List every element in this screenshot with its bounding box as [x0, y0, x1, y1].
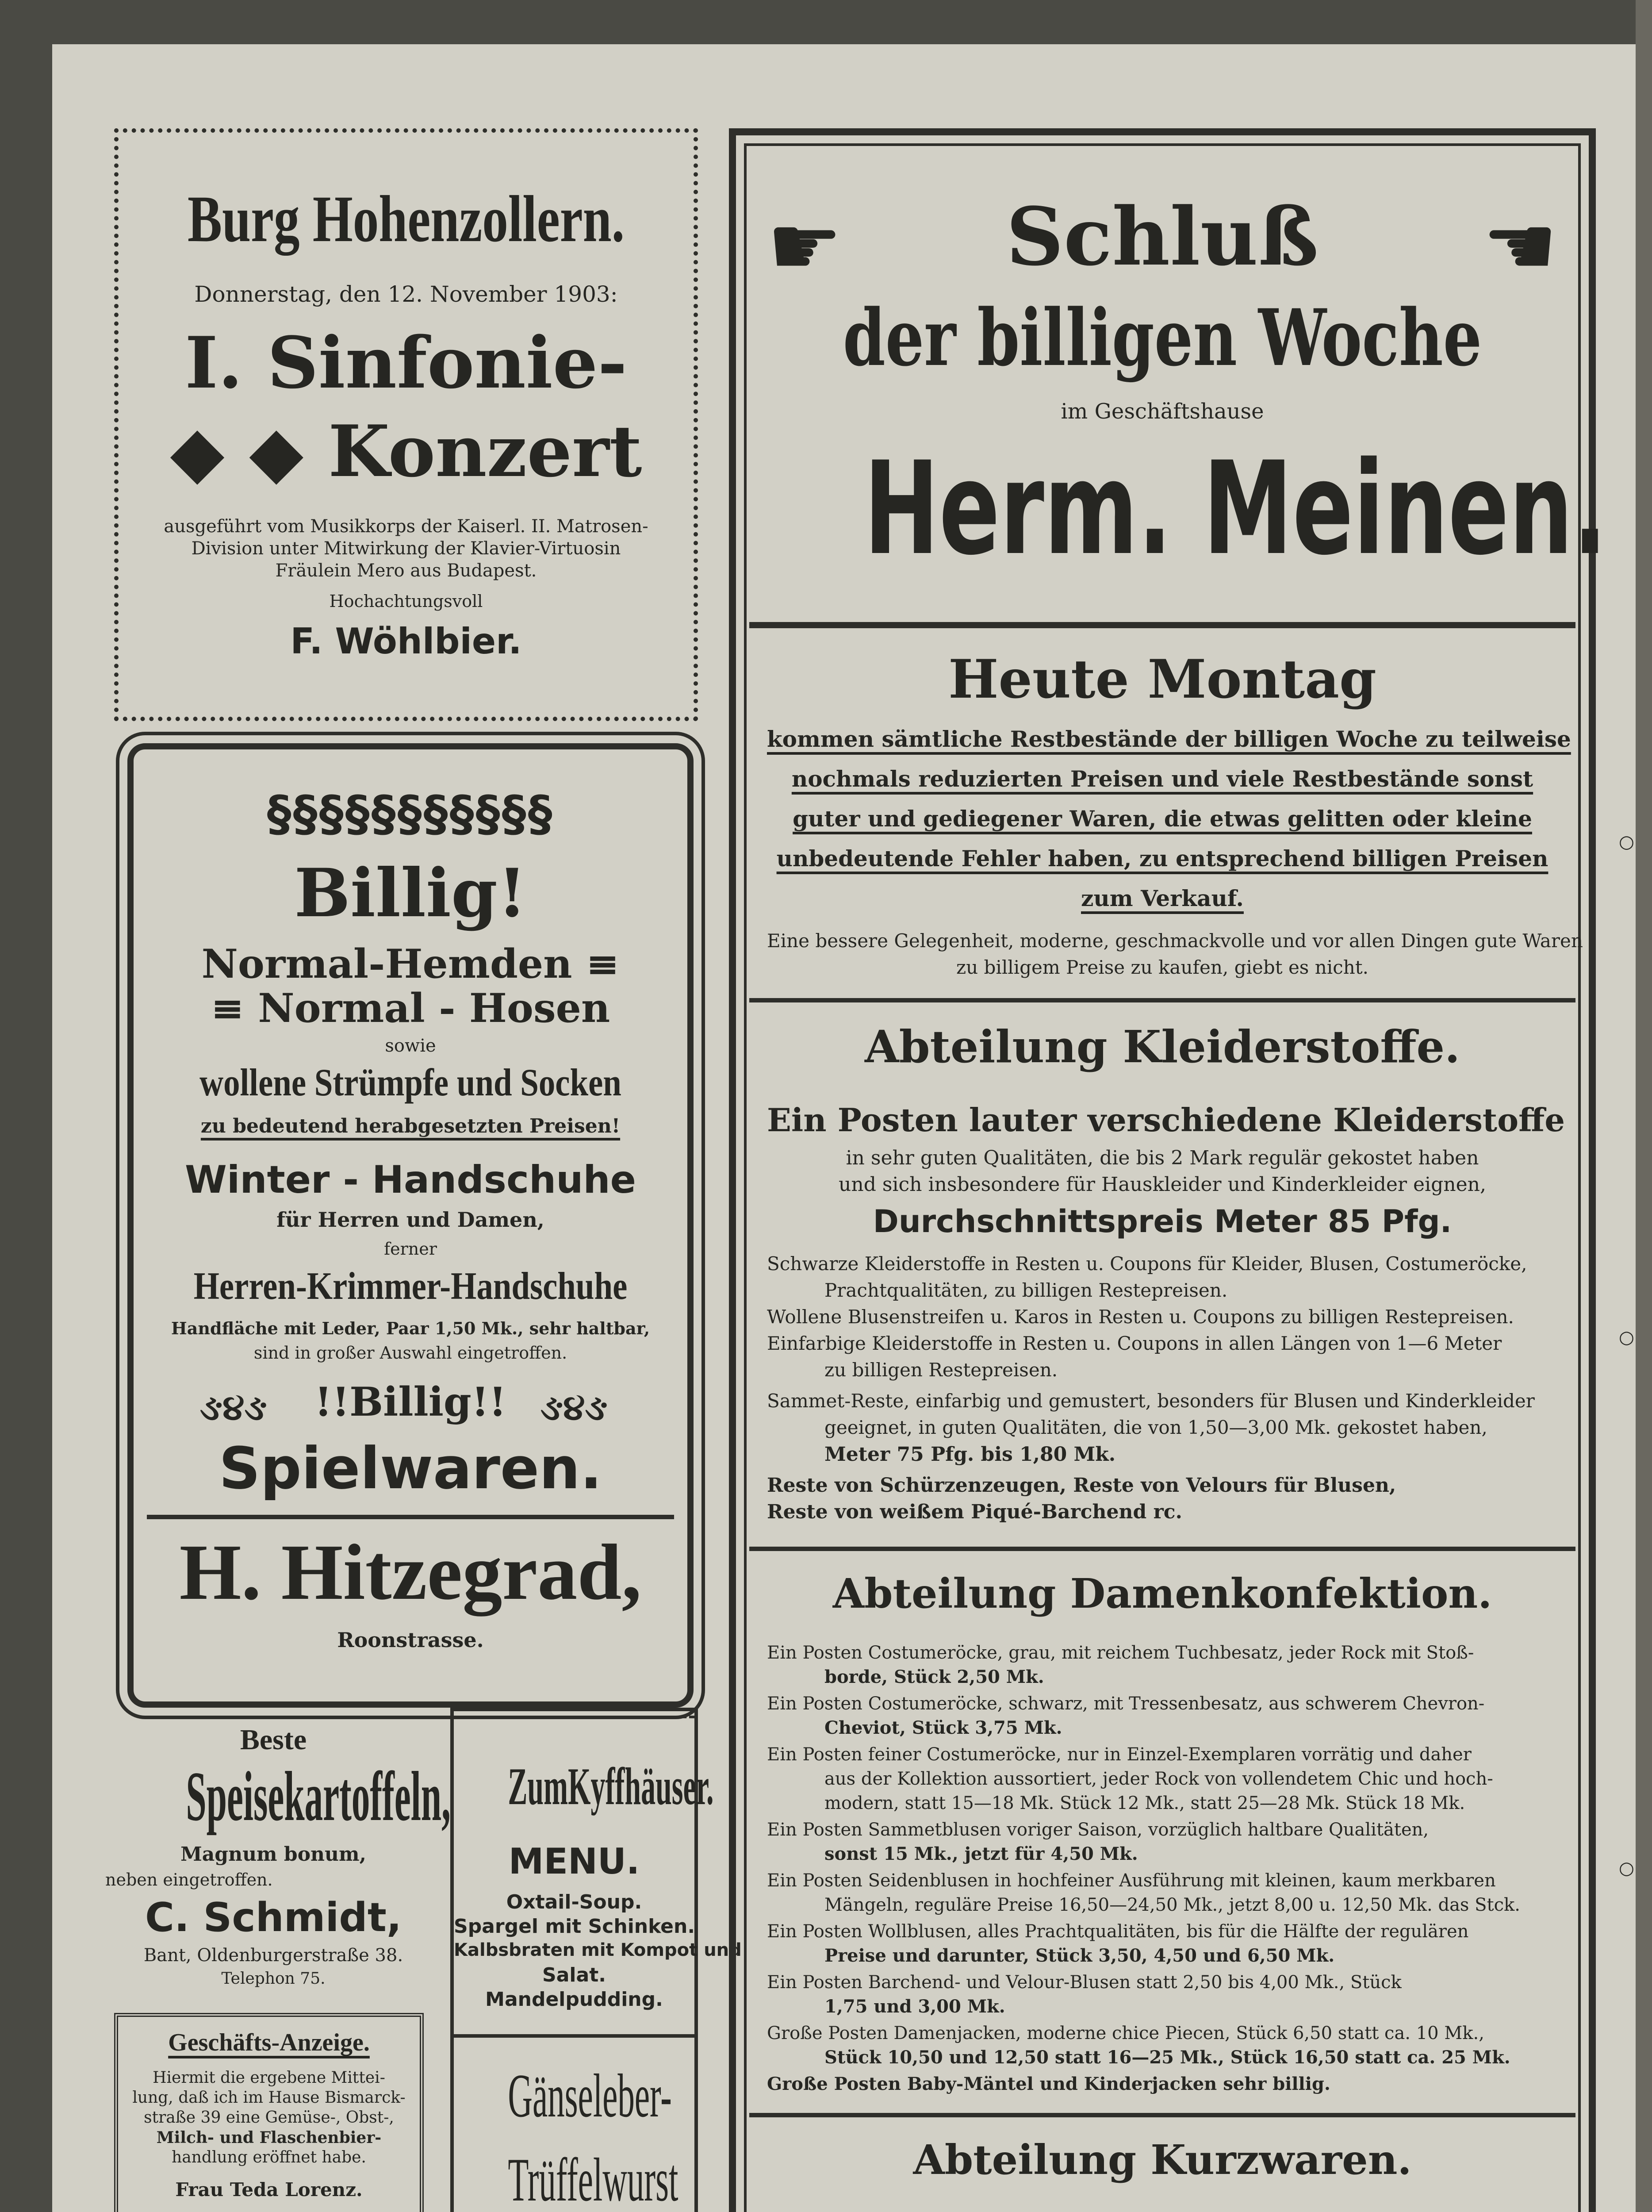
lorenz-signature: Frau Teda Lorenz. [175, 2179, 363, 2200]
damen-line-1: Ein Posten Costumeröcke, grau, mit reichem Tuchbesatz, jeder Rock mit Stoß- [767, 1643, 1474, 1663]
hitzegrad-line-struempfe: wollene Strümpfe und Socken [199, 1061, 621, 1104]
hitzegrad-line-preisen: zu bedeutend herabgesetzten Preisen! [200, 1115, 621, 1137]
meinen-text-2: nochmals reduzierten Preisen und viele Restbestände sonst [791, 766, 1533, 792]
kleider-line-5: Schwarze Kleiderstoffe in Resten u. Coupons für Kleider, Blusen, Costumeröcke, [767, 1253, 1527, 1275]
meinen-name: Herm. Meinen. [864, 434, 1607, 584]
kyffhaeuser-ad [450, 1708, 742, 2212]
damen-line-7: modern, statt 15—18 Mk. Stück 12 Mk., statt 25—28 Mk. Stück 18 Mk. [824, 1793, 1465, 1813]
meinen-offer-1: Eine bessere Gelegenheit, moderne, geschmackvolle und vor allen Dingen gute Waren [767, 930, 1583, 952]
kleider-line-14: Reste von weißem Piqué-Barchend rc. [767, 1501, 1182, 1523]
ornament-top [454, 1716, 694, 1725]
kleider-line-1: Ein Posten lauter verschiedene Kleiderstoffe [767, 1101, 1565, 1139]
kyff-gaenseleber: Gänseleber- [508, 2062, 672, 2130]
schmidt-magnum: Magnum bonum, [180, 1843, 366, 1866]
section-kleiderstoffe-title: Abteilung Kleiderstoffe. [865, 1021, 1460, 1073]
section-damenkonfektion-title: Abteilung Damenkonfektion. [832, 1570, 1492, 1617]
kleider-durchschnittspreis: Durchschnittspreis Meter 85 Pfg. [873, 1203, 1452, 1240]
schmidt-eingetroffen: neben eingetroffen. [105, 1870, 273, 1889]
kleider-line-12: Meter 75 Pfg. bis 1,80 Mk. [824, 1443, 1116, 1466]
hitzegrad-line-herren-damen: für Herren und Damen, [276, 1208, 544, 1232]
divider [147, 1515, 674, 1519]
lorenz-line-3: straße 39 eine Gemüse-, Obst-, [144, 2108, 394, 2127]
hitzegrad-billig-2: !!Billig!! [314, 1379, 506, 1425]
lorenz-line-2: lung, daß ich im Hause Bismarck- [132, 2089, 406, 2107]
damen-line-15: 1,75 und 3,00 Mk. [824, 1996, 1005, 2017]
ornament-right: ઙ૪ઙ [540, 1386, 608, 1428]
kleider-line-10: Sammet-Reste, einfarbig und gemustert, besonders für Blusen und Kinderkleider [767, 1390, 1535, 1412]
lorenz-line-1: Hiermit die ergebene Mittei- [153, 2069, 385, 2087]
kyff-menu-1: Oxtail-Soup. [506, 1891, 642, 1913]
meinen-schluss: Schluß [1006, 190, 1319, 284]
binding-hole-icon: ○ [1619, 1327, 1634, 1348]
divider [749, 998, 1575, 1002]
divider [454, 2034, 694, 2038]
lorenz-title: Geschäfts-Anzeige. [168, 2029, 370, 2056]
lorenz-line-5: handlung eröffnet habe. [172, 2148, 366, 2166]
schmidt-beste: Beste [240, 1724, 307, 1756]
hitzegrad-line-handflaeche: Handfläche mit Leder, Paar 1,50 Mk., sehr haltbar, [171, 1318, 650, 1338]
hitzegrad-line-krimmer: Herren-Krimmer-Handschuhe [193, 1265, 628, 1308]
schmidt-speisekartoffeln: Speisekartoffeln, [186, 1757, 451, 1836]
divider [749, 622, 1575, 628]
hitzegrad-spielwaren: Spielwaren. [218, 1435, 602, 1502]
burg-performed-2: Division unter Mitwirkung der Klavier-Virtuosin [191, 538, 621, 559]
burg-signature: F. Wöhlbier. [290, 621, 522, 662]
schmidt-ad [105, 1721, 451, 2004]
schmidt-telephon: Telephon 75. [221, 1970, 326, 1988]
burg-date: Donnerstag, den 12. November 1903: [194, 281, 618, 307]
hitzegrad-line-sowie: sowie [385, 1036, 436, 1056]
hitzegrad-name: H. Hitzegrad, [179, 1528, 642, 1616]
kleider-line-11: geeignet, in guten Qualitäten, die von 1,50—3,00 Mk. gekostet haben, [824, 1417, 1487, 1438]
burg-regards: Hochachtungsvoll [329, 591, 483, 611]
damen-line-9: sonst 15 Mk., jetzt für 4,50 Mk. [824, 1843, 1138, 1864]
meinen-billigen-woche: der billigen Woche [843, 292, 1482, 384]
burg-title: Burg Hohenzollern. [188, 182, 625, 256]
kleider-line-6: Prachtqualitäten, zu billigen Restepreisen. [824, 1279, 1228, 1301]
kyff-menu-4: Salat. [542, 1964, 606, 1986]
kyff-title: ZumKyffhäuser. [508, 1757, 714, 1816]
damen-line-17: Stück 10,50 und 12,50 statt 16—25 Mk., Stück 16,50 statt ca. 25 Mk. [824, 2047, 1510, 2068]
damen-line-11: Mängeln, reguläre Preise 16,50—24,50 Mk., jetzt 8,00 u. 12,50 Mk. das Stck. [824, 1895, 1520, 1915]
divider [749, 1547, 1575, 1551]
divider [749, 2113, 1575, 2117]
kleider-line-9: zu billigen Restepreisen. [824, 1359, 1058, 1381]
hitzegrad-ad [127, 743, 694, 1708]
hitzegrad-line-winter-handschuhe: Winter - Handschuhe [185, 1158, 636, 1202]
kleider-line-3: und sich insbesondere für Hauskleider und Kinderkleider eignen, [839, 1173, 1486, 1196]
ornament-left: ઙ૪ઙ [200, 1386, 267, 1428]
hand-left-icon: ☛ [767, 197, 843, 295]
burg-concert-line2: ◆ ◆ Konzert [170, 410, 642, 493]
hitzegrad-line-eingetroffen: sind in großer Auswahl eingetroffen. [253, 1343, 567, 1363]
ornament-row: §§§§§§§§§§§ [267, 785, 554, 842]
kleider-line-2: in sehr guten Qualitäten, die bis 2 Mark regulär gekostet haben [846, 1147, 1479, 1169]
meinen-ad [729, 128, 1607, 2212]
kyff-trueffelwurst: Trüffelwurst [508, 2146, 678, 2212]
damen-line-13: Preise und darunter, Stück 3,50, 4,50 und 6,50 Mk. [824, 1945, 1335, 1966]
damen-line-18: Große Posten Baby-Mäntel und Kinderjacken sehr billig. [767, 2074, 1330, 2094]
kyff-menu-3: Kalbsbraten mit Kompot und [454, 1940, 742, 1960]
page-edge [1636, 0, 1652, 2212]
kyff-menu: MENU. [508, 1841, 640, 1882]
hand-right-icon: ☚ [1482, 197, 1558, 295]
section-kurzwaren-title: Abteilung Kurzwaren. [913, 2136, 1412, 2184]
kleider-line-7: Wollene Blusenstreifen u. Karos in Resten u. Coupons zu billigen Restepreisen. [767, 1306, 1514, 1328]
kleider-line-8: Einfarbige Kleiderstoffe in Resten u. Coupons in allen Längen von 1—6 Meter [767, 1333, 1502, 1354]
damen-line-5: Ein Posten feiner Costumeröcke, nur in Einzel-Exemplaren vorrätig und daher [767, 1744, 1472, 1765]
hitzegrad-line-ferner: ferner [384, 1239, 437, 1259]
lorenz-ad [114, 2013, 424, 2212]
schmidt-address: Bant, Oldenburgerstraße 38. [143, 1945, 403, 1966]
damen-line-8: Ein Posten Sammetblusen voriger Saison, vorzüglich haltbare Qualitäten, [767, 1820, 1429, 1840]
burg-performed-1: ausgeführt vom Musikkorps der Kaiserl. II. Matrosen- [164, 516, 648, 537]
damen-line-6: aus der Kollektion aussortiert, jeder Rock von vollendetem Chic und hoch- [824, 1769, 1493, 1789]
damen-line-12: Ein Posten Wollblusen, alles Prachtqualitäten, bis für die Hälfte der regulären [767, 1921, 1469, 1942]
kleider-line-13: Reste von Schürzenzeugen, Reste von Velours für Blusen, [767, 1474, 1396, 1497]
hitzegrad-line-normal-hosen: ≡ Normal - Hosen [211, 985, 610, 1032]
meinen-heute-montag: Heute Montag [948, 648, 1376, 710]
schmidt-name: C. Schmidt, [145, 1894, 402, 1941]
hitzegrad-street: Roonstrasse. [337, 1628, 484, 1652]
damen-line-3: Ein Posten Costumeröcke, schwarz, mit Tressenbesatz, aus schwerem Chevron- [767, 1694, 1485, 1714]
burg-hohenzollern-ad [114, 128, 698, 721]
meinen-geschaeftshause: im Geschäftshause [1061, 399, 1264, 424]
damen-line-10: Ein Posten Seidenblusen in hochfeiner Ausführung mit kleinen, kaum merkbaren [767, 1870, 1496, 1891]
burg-performed-3: Fräulein Mero aus Budapest. [275, 561, 537, 581]
meinen-text-1: kommen sämtliche Restbestände der billigen Woche zu teilweise [767, 726, 1571, 752]
hitzegrad-billig-title: Billig! [294, 854, 527, 932]
meinen-offer-2: zu billigem Preise zu kaufen, giebt es nicht. [956, 956, 1368, 978]
kyff-menu-2: Spargel mit Schinken. [454, 1915, 695, 1938]
damen-line-4: Cheviot, Stück 3,75 Mk. [824, 1717, 1062, 1738]
burg-concert-line1: I. Sinfonie- [185, 321, 627, 404]
damen-line-2: borde, Stück 2,50 Mk. [824, 1667, 1044, 1687]
hitzegrad-line-normal-hemden: Normal-Hemden ≡ [201, 941, 620, 987]
kyff-menu-5: Mandelpudding. [485, 1988, 663, 2011]
damen-line-14: Ein Posten Barchend- und Velour-Blusen statt 2,50 bis 4,00 Mk., Stück [767, 1972, 1402, 1993]
binding-hole-icon: ○ [1619, 1858, 1634, 1878]
meinen-text-5: zum Verkauf. [1081, 885, 1244, 911]
binding-hole-icon: ○ [1619, 832, 1634, 852]
newspaper-page [52, 44, 1636, 2212]
lorenz-line-4: Milch- und Flaschenbier- [156, 2128, 382, 2147]
meinen-text-4: unbedeutende Fehler haben, zu entsprechend billigen Preisen [776, 845, 1549, 872]
damen-line-16: Große Posten Damenjacken, moderne chice Piecen, Stück 6,50 statt ca. 10 Mk., [767, 2023, 1484, 2043]
meinen-text-3: guter und gediegener Waren, die etwas gelitten oder kleine [793, 806, 1532, 832]
